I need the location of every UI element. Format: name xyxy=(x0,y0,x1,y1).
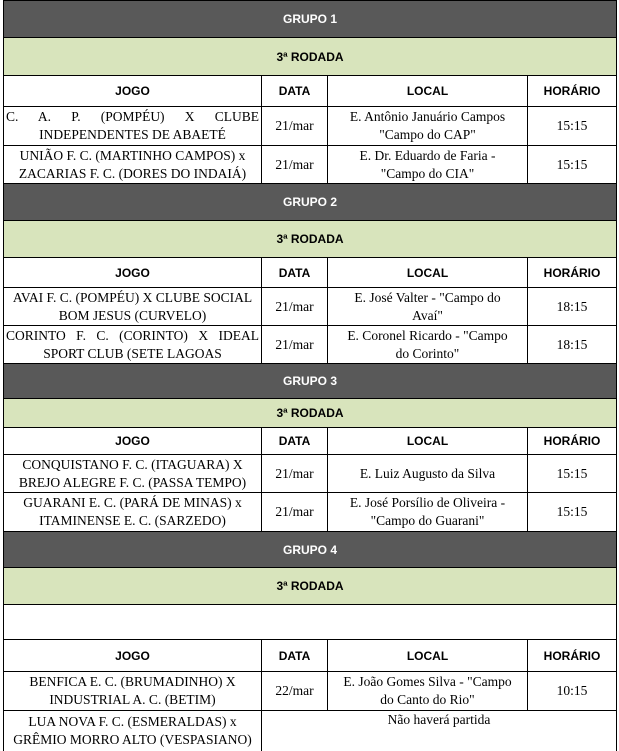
column-headers-1 xyxy=(4,76,617,107)
venue-cell xyxy=(328,146,528,184)
header-local: LOCAL xyxy=(328,428,528,455)
venue-line-2: "Campo do CAP" xyxy=(379,127,476,142)
match-cell xyxy=(4,672,262,711)
venue-cell xyxy=(328,326,528,364)
time-cell: 15:15 xyxy=(528,493,617,532)
header-local: LOCAL xyxy=(328,76,528,107)
header-jogo: JOGO xyxy=(4,428,262,455)
table-row xyxy=(4,326,617,364)
table-row xyxy=(4,672,617,711)
group-title: GRUPO 4 xyxy=(4,532,617,568)
group-title: GRUPO 3 xyxy=(4,364,617,399)
venue-line-2: do Canto do Rio" xyxy=(380,692,475,707)
date-cell: 21/mar xyxy=(262,455,328,493)
venue-line-2: "Campo do Guarani" xyxy=(370,513,485,528)
venue-cell xyxy=(328,107,528,146)
date-cell: 22/mar xyxy=(262,672,328,711)
venue-line-2: Avaí" xyxy=(412,307,443,323)
venue-cell xyxy=(328,493,528,532)
round-title: 3ª RODADA xyxy=(4,38,617,76)
match-cell xyxy=(4,326,262,364)
group-header-4 xyxy=(4,532,617,568)
table-row xyxy=(4,288,617,326)
match-line-1: AVAI F. C. (POMPÉU) X CLUBE SOCIAL xyxy=(12,289,253,305)
time-cell: 15:15 xyxy=(528,455,617,493)
match-cell xyxy=(4,288,262,326)
match-line-1: GUARANI E. C. (PARÁ DE MINAS) x xyxy=(23,495,242,510)
venue-line-1: E. Coronel Ricardo - "Campo xyxy=(347,327,508,343)
header-jogo: JOGO xyxy=(4,640,262,672)
time-cell: 18:15 xyxy=(528,288,617,326)
time-cell: 15:15 xyxy=(528,146,617,184)
match-cell xyxy=(4,107,262,146)
round-header-1 xyxy=(4,38,617,76)
match-line-1: CORINTO F. C. (CORINTO) X IDEAL xyxy=(6,327,259,343)
schedule-sheet xyxy=(3,0,616,751)
venue-line-1: E. José Valter - "Campo do xyxy=(354,289,501,305)
venue-line-1: E. José Porsílio de Oliveira - xyxy=(349,495,506,510)
round-header-2 xyxy=(4,221,617,258)
round-gap xyxy=(4,605,617,640)
date-cell: 21/mar xyxy=(262,107,328,146)
match-line-1: BENFICA E. C. (BRUMADINHO) X xyxy=(29,674,236,689)
match-line-2: SPORT CLUB (SETE LAGOAS xyxy=(43,345,222,361)
header-local: LOCAL xyxy=(328,258,528,288)
match-line-1: UNIÃO F. C. (MARTINHO CAMPOS) x xyxy=(19,147,246,163)
header-data: DATA xyxy=(262,76,328,107)
header-data: DATA xyxy=(262,258,328,288)
match-line-1: LUA NOVA F. C. (ESMERALDAS) x xyxy=(28,713,237,729)
group-title: GRUPO 2 xyxy=(4,184,617,221)
header-horario: HORÁRIO xyxy=(528,258,617,288)
round-title: 3ª RODADA xyxy=(4,568,617,605)
table-row xyxy=(4,455,617,493)
venue-line-1: E. Luiz Augusto da Silva xyxy=(359,465,496,481)
venue-line-2: do Corinto" xyxy=(395,345,460,361)
match-line-1: CONQUISTANO F. C. (ITAGUARA) X xyxy=(22,456,243,472)
match-line-2: GRÊMIO MORRO ALTO (VESPASIANO) xyxy=(13,731,252,747)
header-data: DATA xyxy=(262,640,328,672)
round-title: 3ª RODADA xyxy=(4,221,617,258)
group-header-1 xyxy=(4,1,617,38)
blank-row xyxy=(4,605,617,640)
date-cell: 21/mar xyxy=(262,288,328,326)
group-header-2 xyxy=(4,184,617,221)
header-horario: HORÁRIO xyxy=(528,640,617,672)
no-match-note: Não haverá partida xyxy=(387,712,491,727)
venue-cell xyxy=(328,455,528,493)
header-data: DATA xyxy=(262,428,328,455)
date-cell: 21/mar xyxy=(262,493,328,532)
venue-cell xyxy=(328,672,528,711)
date-cell: 21/mar xyxy=(262,146,328,184)
group-header-3 xyxy=(4,364,617,399)
table-row xyxy=(4,146,617,184)
round-header-3 xyxy=(4,399,617,428)
match-line-1: C. A. P. (POMPÉU) X CLUBE xyxy=(6,109,259,124)
match-line-2: BOM JESUS (CURVELO) xyxy=(58,307,207,323)
date-cell: 21/mar xyxy=(262,326,328,364)
match-cell xyxy=(4,146,262,184)
header-jogo: JOGO xyxy=(4,258,262,288)
time-cell: 15:15 xyxy=(528,107,617,146)
match-line-2: BREJO ALEGRE F. C. (PASSA TEMPO) xyxy=(18,474,247,490)
match-line-2: INDUSTRIAL A. C. (BETIM) xyxy=(49,692,216,707)
venue-line-1: E. João Gomes Silva - "Campo xyxy=(343,674,512,689)
header-horario: HORÁRIO xyxy=(528,428,617,455)
header-horario: HORÁRIO xyxy=(528,76,617,107)
match-cell xyxy=(4,455,262,493)
match-line-2: INDEPENDENTES DE ABAETÉ xyxy=(39,127,226,142)
header-jogo: JOGO xyxy=(4,76,262,107)
venue-line-2: "Campo do CIA" xyxy=(380,165,475,181)
time-cell: 10:15 xyxy=(528,672,617,711)
match-line-2: ITAMINENSE E. C. (SARZEDO) xyxy=(39,513,226,528)
match-line-2: ZACARIAS F. C. (DORES DO INDAIÁ) xyxy=(18,165,247,181)
round-title: 3ª RODADA xyxy=(4,399,617,428)
column-headers-4 xyxy=(4,640,617,672)
time-cell: 18:15 xyxy=(528,326,617,364)
header-local: LOCAL xyxy=(328,640,528,672)
round-header-4 xyxy=(4,568,617,605)
table-row xyxy=(4,493,617,532)
column-headers-2 xyxy=(4,258,617,288)
table-row xyxy=(4,107,617,146)
group-title: GRUPO 1 xyxy=(4,1,617,38)
venue-cell xyxy=(328,288,528,326)
column-headers-3 xyxy=(4,428,617,455)
schedule-table xyxy=(3,0,617,751)
match-cell xyxy=(4,493,262,532)
venue-line-1: E. Dr. Eduardo de Faria - xyxy=(359,147,496,163)
venue-line-1: E. Antônio Januário Campos xyxy=(349,109,506,124)
